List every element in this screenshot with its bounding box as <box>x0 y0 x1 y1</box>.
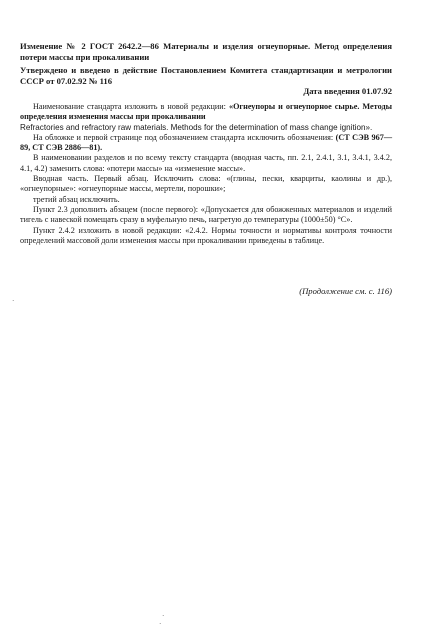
approval-statement: Утверждено и введено в действие Постановлением Комитета стандартизации и метрологии СССР от 07.02.92 № 116 <box>20 65 392 86</box>
paragraph-sections: В наименовании разделов и по всему тексту стандарта (вводная часть, пп. 2.1, 2.4.1, 3.1, 3.4.1, 3.4.2, 4.1, 4.2) заменить слова: «потери массы» на «изменение массы». <box>20 153 392 173</box>
amendment-title: Изменение № 2 ГОСТ 2642.2—86 Материалы и изделия огнеупорные. Метод определения потери массы при прокаливании <box>20 41 392 62</box>
scan-speck: · <box>12 297 15 305</box>
paragraph-intro: Вводная часть. Первый абзац. Исключить слова: «(глины, пески, кварциты, каолины и др.), «огнеупорные»: «огнеупорные массы, мертели, порошки»; <box>20 174 392 194</box>
paragraph-title-change <box>20 102 392 123</box>
paragraph-lead: Наименование стандарта изложить в новой редакции: <box>33 102 229 111</box>
excluded-codes: (СТ СЭВ 967—89, СТ СЭВ 2886—81). <box>20 132 393 153</box>
paragraph-third: третий абзац исключить. <box>33 194 120 204</box>
continuation-note: (Продолжение см. с. 116) <box>299 286 392 296</box>
paragraph-cover <box>20 133 392 154</box>
scan-speck: · <box>159 620 162 628</box>
scan-speck: · <box>162 612 165 620</box>
new-title-ru: «Огнеупоры и огнеупорное сырье. Методы определения изменения массы при прокаливании <box>20 102 392 122</box>
amendment-body <box>20 102 392 246</box>
paragraph-2-3: Пункт 2.3 дополнить абзацем (после первого): «Допускается для обожженных материалов и изделий тигель с навеской помещать сразу в муфельную печь, нагретую до температуры (1000±50) °С». <box>20 204 392 225</box>
effective-date: Дата введения 01.07.92 <box>303 86 392 96</box>
paragraph-lead: На обложке и первой странице под обозначением стандарта исключить обозначения: <box>33 132 336 142</box>
new-title-en: Refractories and refractory raw materials. Methods for the determination of mass change ignition». <box>20 122 373 132</box>
paragraph-2-4-2: Пункт 2.4.2 изложить в новой редакции: «2.4.2. Нормы точности и нормативы контроля точности определений массовой доли изменения массы при прокаливании приведены в таблице. <box>20 225 392 245</box>
